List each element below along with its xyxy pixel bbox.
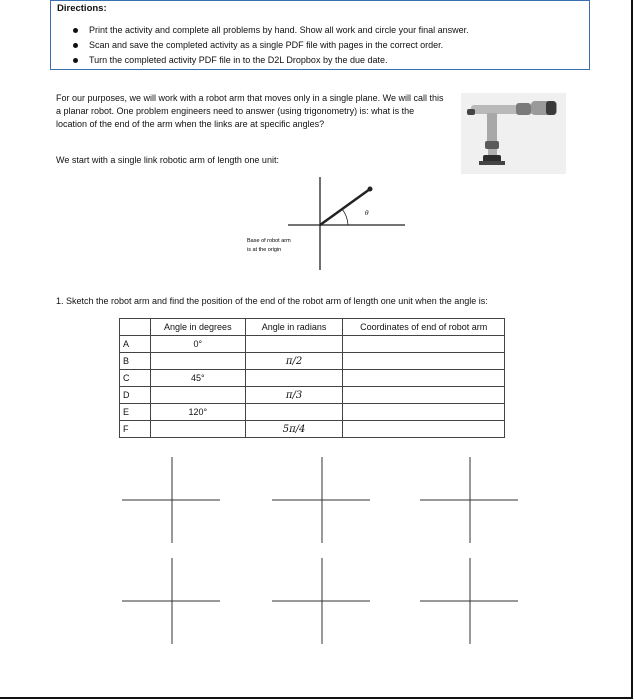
question-text: 1. Sketch the robot arm and find the position of the end of the robot arm of length one unit when the angle is: (56, 296, 488, 306)
robot-arm-photo (461, 93, 566, 174)
row-coordinates[interactable] (343, 421, 505, 438)
sketch-axes-e[interactable] (270, 556, 372, 646)
intro-paragraph: For our purposes, we will work with a robot arm that moves only in a single plane. We will call this a planar robot. One problem engineers need to answer (using trigonometry) is: what is the location of the end of the arm when the links are at specific angles? (56, 93, 444, 129)
row-radians: 5π/4 (245, 421, 343, 438)
row-radians: π/3 (245, 387, 343, 404)
diagram-caption-line1: Base of robot arm (247, 238, 291, 244)
row-radians (245, 404, 343, 421)
table-row (120, 353, 505, 370)
directions-box (50, 0, 590, 70)
sketch-axes-f[interactable] (418, 556, 520, 646)
row-letter: D (120, 387, 151, 404)
row-coordinates[interactable] (343, 387, 505, 404)
row-coordinates[interactable] (343, 353, 505, 370)
header-letter (120, 319, 151, 336)
header-coordinates: Coordinates of end of robot arm (343, 319, 505, 336)
angle-table (119, 318, 505, 438)
robot-arm-diagram (240, 172, 420, 272)
row-letter: A (120, 336, 151, 353)
row-radians (245, 370, 343, 387)
sketch-axes-d[interactable] (120, 556, 222, 646)
row-degrees: 45° (150, 370, 245, 387)
directions-list (71, 23, 469, 68)
directions-item: Print the activity and complete all problems by hand. Show all work and circle your final answer. (71, 23, 469, 38)
table-row (120, 370, 505, 387)
row-letter: C (120, 370, 151, 387)
row-coordinates[interactable] (343, 370, 505, 387)
row-letter: B (120, 353, 151, 370)
table-header-row (120, 319, 505, 336)
diagram-caption-line2: is at the origin (247, 247, 282, 253)
theta-label: θ (365, 210, 369, 217)
table-row (120, 387, 505, 404)
sketch-axes-c[interactable] (418, 455, 520, 545)
row-radians: π/2 (245, 353, 343, 370)
sketch-axes-a[interactable] (120, 455, 222, 545)
directions-title: Directions: (57, 3, 107, 14)
table-row (120, 404, 505, 421)
row-degrees (150, 421, 245, 438)
row-coordinates[interactable] (343, 404, 505, 421)
table-row (120, 336, 505, 353)
table-row (120, 421, 505, 438)
directions-item: Turn the completed activity PDF file in to the D2L Dropbox by the due date. (71, 53, 469, 68)
row-degrees: 0° (150, 336, 245, 353)
row-radians (245, 336, 343, 353)
directions-item: Scan and save the completed activity as a single PDF file with pages in the correct order. (71, 38, 469, 53)
header-degrees: Angle in degrees (150, 319, 245, 336)
row-degrees: 120° (150, 404, 245, 421)
sketch-axes-b[interactable] (270, 455, 372, 545)
row-letter: E (120, 404, 151, 421)
row-letter: F (120, 421, 151, 438)
row-degrees (150, 387, 245, 404)
row-degrees (150, 353, 245, 370)
row-coordinates[interactable] (343, 336, 505, 353)
start-text: We start with a single link robotic arm of length one unit: (56, 155, 279, 165)
header-radians: Angle in radians (245, 319, 343, 336)
